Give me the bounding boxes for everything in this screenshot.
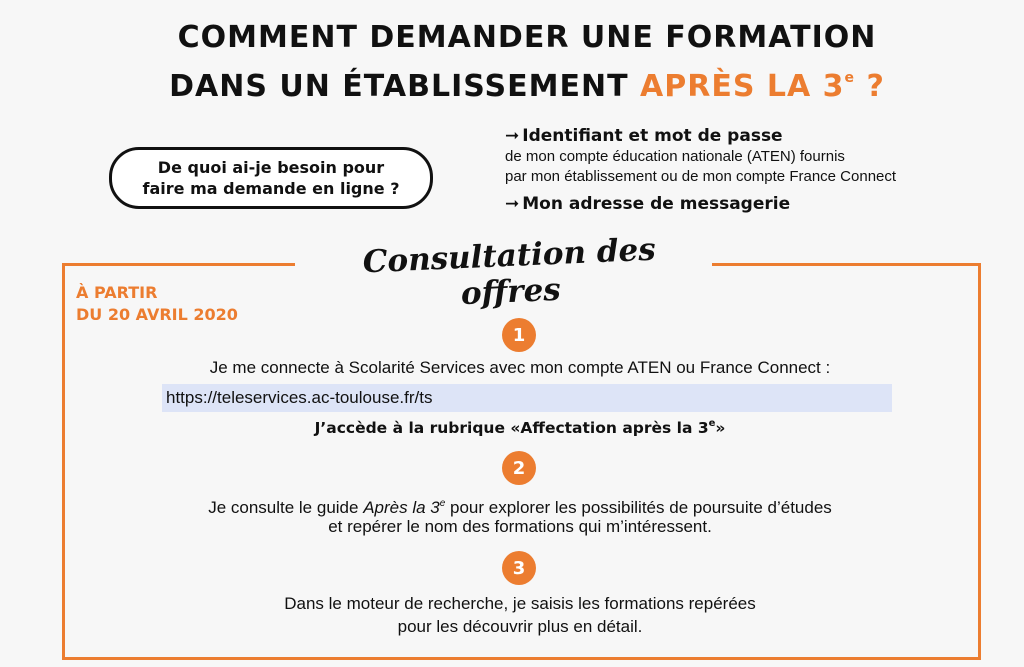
title-line-2-accent — [640, 69, 885, 104]
frame-top-right-border — [712, 263, 978, 266]
need-desc-line-2: par mon établissement ou de mon compte France Connect — [505, 168, 897, 185]
step-1-badge: 1 — [502, 318, 536, 352]
needs-list — [505, 125, 1020, 215]
step-1-line-1: Je me connecte à Scolarité Services avec mon compte ATEN ou France Connect : — [209, 358, 831, 377]
date-line-1: À PARTIR — [76, 283, 158, 302]
title-accent-end: ? — [855, 69, 885, 104]
question-pill — [109, 147, 433, 209]
step-1-line-2-post: » — [715, 419, 726, 437]
step-1-line-2 — [62, 412, 978, 440]
page-title — [0, 18, 1024, 107]
step-1-line-2-sup: e — [708, 418, 716, 429]
step-1-line-2-pre: J’accède à la rubrique «Affectation après la 3 — [314, 419, 709, 437]
date-label — [76, 282, 238, 326]
title-line-2-main: DANS UN ÉTABLISSEMENT — [169, 69, 641, 104]
right-arrow-icon: ➞ — [505, 126, 520, 146]
step-3-badge: 3 — [502, 551, 536, 585]
step-2-line-1-pre: Je consulte le guide — [208, 498, 364, 517]
step-2-guide-title-text: Après la 3 — [363, 498, 440, 517]
section-title: Consultation des offres — [362, 231, 657, 313]
step-3-line-2: pour les découvrir plus en détail. — [397, 617, 643, 636]
question-line-1: De quoi ai-je besoin pour — [157, 158, 385, 177]
need-title-email: Mon adresse de messagerie — [522, 194, 791, 214]
title-accent-text: APRÈS LA 3 — [640, 69, 845, 104]
title-accent-sup: e — [844, 70, 856, 86]
right-arrow-icon: ➞ — [505, 194, 520, 214]
frame-top-left-border — [62, 263, 295, 266]
need-desc-line-1: de mon compte éducation nationale (ATEN) fournis — [505, 148, 845, 165]
step-2-line-1-post: pour explorer les possibilités de poursuite d’études — [445, 498, 832, 517]
step-3-line-1: Dans le moteur de recherche, je saisis les formations repérées — [284, 594, 756, 613]
teleservices-link[interactable]: https://teleservices.ac-toulouse.fr/ts — [162, 384, 892, 412]
step-2-badge: 2 — [502, 451, 536, 485]
question-line-2: faire ma demande en ligne ? — [142, 179, 400, 198]
step-2-guide-sup: e — [439, 498, 446, 509]
title-line-2 — [0, 58, 1024, 107]
step-2-line-2: et repérer le nom des formations qui m’intéressent. — [328, 517, 712, 536]
title-line-1: COMMENT DEMANDER UNE FORMATION — [177, 20, 877, 55]
need-title-credentials: Identifiant et mot de passe — [522, 126, 783, 146]
need-item-email — [505, 193, 1020, 215]
date-line-2: DU 20 AVRIL 2020 — [76, 305, 238, 324]
need-item-credentials — [505, 125, 1020, 147]
